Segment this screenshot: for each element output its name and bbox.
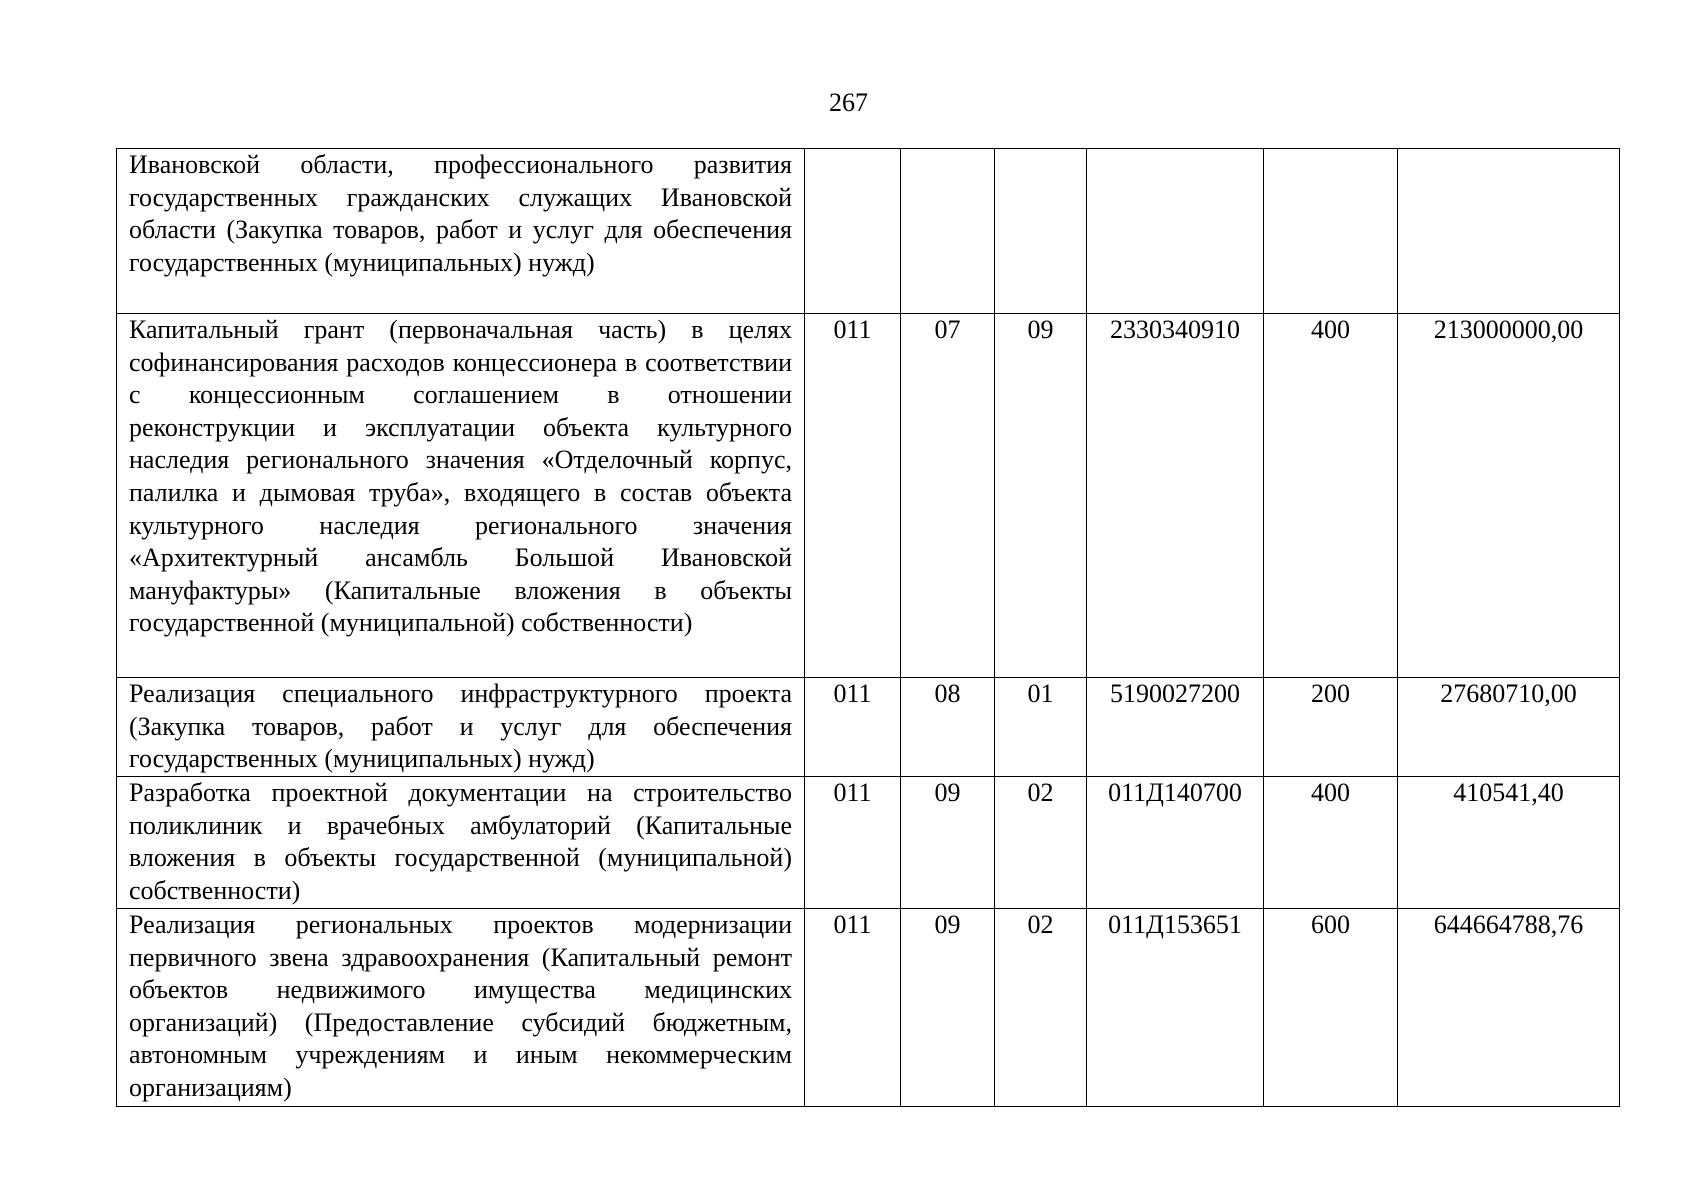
section-code <box>901 149 995 314</box>
budget-table <box>116 148 1620 1107</box>
section-code: 09 <box>901 777 995 909</box>
row-description: Капитальный грант (первоначальная часть) в целях софинансирования расходов концессионера в соответствии с концессионным соглашением в отношении реконструкции и эксплуатации объекта культурного наследия регионального значения «Отделочный корпус, палилка и дымовая труба», входящего в состав объекта культурного наследия регионального значения «Архитектурный ансамбль Большой Ивановской мануфактуры» (Капитальные вложения в объекты государственной (муниципальной) собственности) <box>117 314 805 678</box>
row-description: Разработка проектной документации на строительство поликлиник и врачебных амбулаторий (Капитальные вложения в объекты государственной (муниципальной) собственности) <box>117 777 805 909</box>
subsection-code: 02 <box>995 909 1087 1107</box>
page-number: 267 <box>829 88 868 117</box>
row-description: Реализация специального инфраструктурного проекта (Закупка товаров, работ и услуг для обеспечения государственных (муниципальных) нужд) <box>117 678 805 777</box>
target-article-code: 5190027200 <box>1087 678 1264 777</box>
expense-type-code: 400 <box>1264 777 1398 909</box>
amount-value: 213000000,00 <box>1398 314 1620 678</box>
section-code: 09 <box>901 909 995 1107</box>
section-code: 07 <box>901 314 995 678</box>
expense-type-code: 600 <box>1264 909 1398 1107</box>
ministry-code: 011 <box>805 909 901 1107</box>
table-row <box>117 678 1620 777</box>
subsection-code: 01 <box>995 678 1087 777</box>
amount-value: 410541,40 <box>1398 777 1620 909</box>
row-description: Реализация региональных проектов модернизации первичного звена здравоохранения (Капитальный ремонт объектов недвижимого имущества медицинских организаций) (Предоставление субсидий бюджетным, автономным учреждениям и иным некоммерческим организациям) <box>117 909 805 1107</box>
table-row <box>117 149 1620 314</box>
table-row <box>117 909 1620 1107</box>
ministry-code: 011 <box>805 678 901 777</box>
target-article-code: 011Д140700 <box>1087 777 1264 909</box>
amount-value <box>1398 149 1620 314</box>
subsection-code: 02 <box>995 777 1087 909</box>
target-article-code: 011Д153651 <box>1087 909 1264 1107</box>
expense-type-code <box>1264 149 1398 314</box>
ministry-code <box>805 149 901 314</box>
section-code: 08 <box>901 678 995 777</box>
amount-value: 27680710,00 <box>1398 678 1620 777</box>
ministry-code: 011 <box>805 314 901 678</box>
target-article-code <box>1087 149 1264 314</box>
ministry-code: 011 <box>805 777 901 909</box>
table-row <box>117 777 1620 909</box>
target-article-code: 2330340910 <box>1087 314 1264 678</box>
amount-value: 644664788,76 <box>1398 909 1620 1107</box>
expense-type-code: 400 <box>1264 314 1398 678</box>
subsection-code: 09 <box>995 314 1087 678</box>
table-row <box>117 314 1620 678</box>
subsection-code <box>995 149 1087 314</box>
row-description: Ивановской области, профессионального развития государственных гражданских служащих Ивановской области (Закупка товаров, работ и услуг для обеспечения государственных (муниципальных) нужд) <box>117 149 805 314</box>
expense-type-code: 200 <box>1264 678 1398 777</box>
